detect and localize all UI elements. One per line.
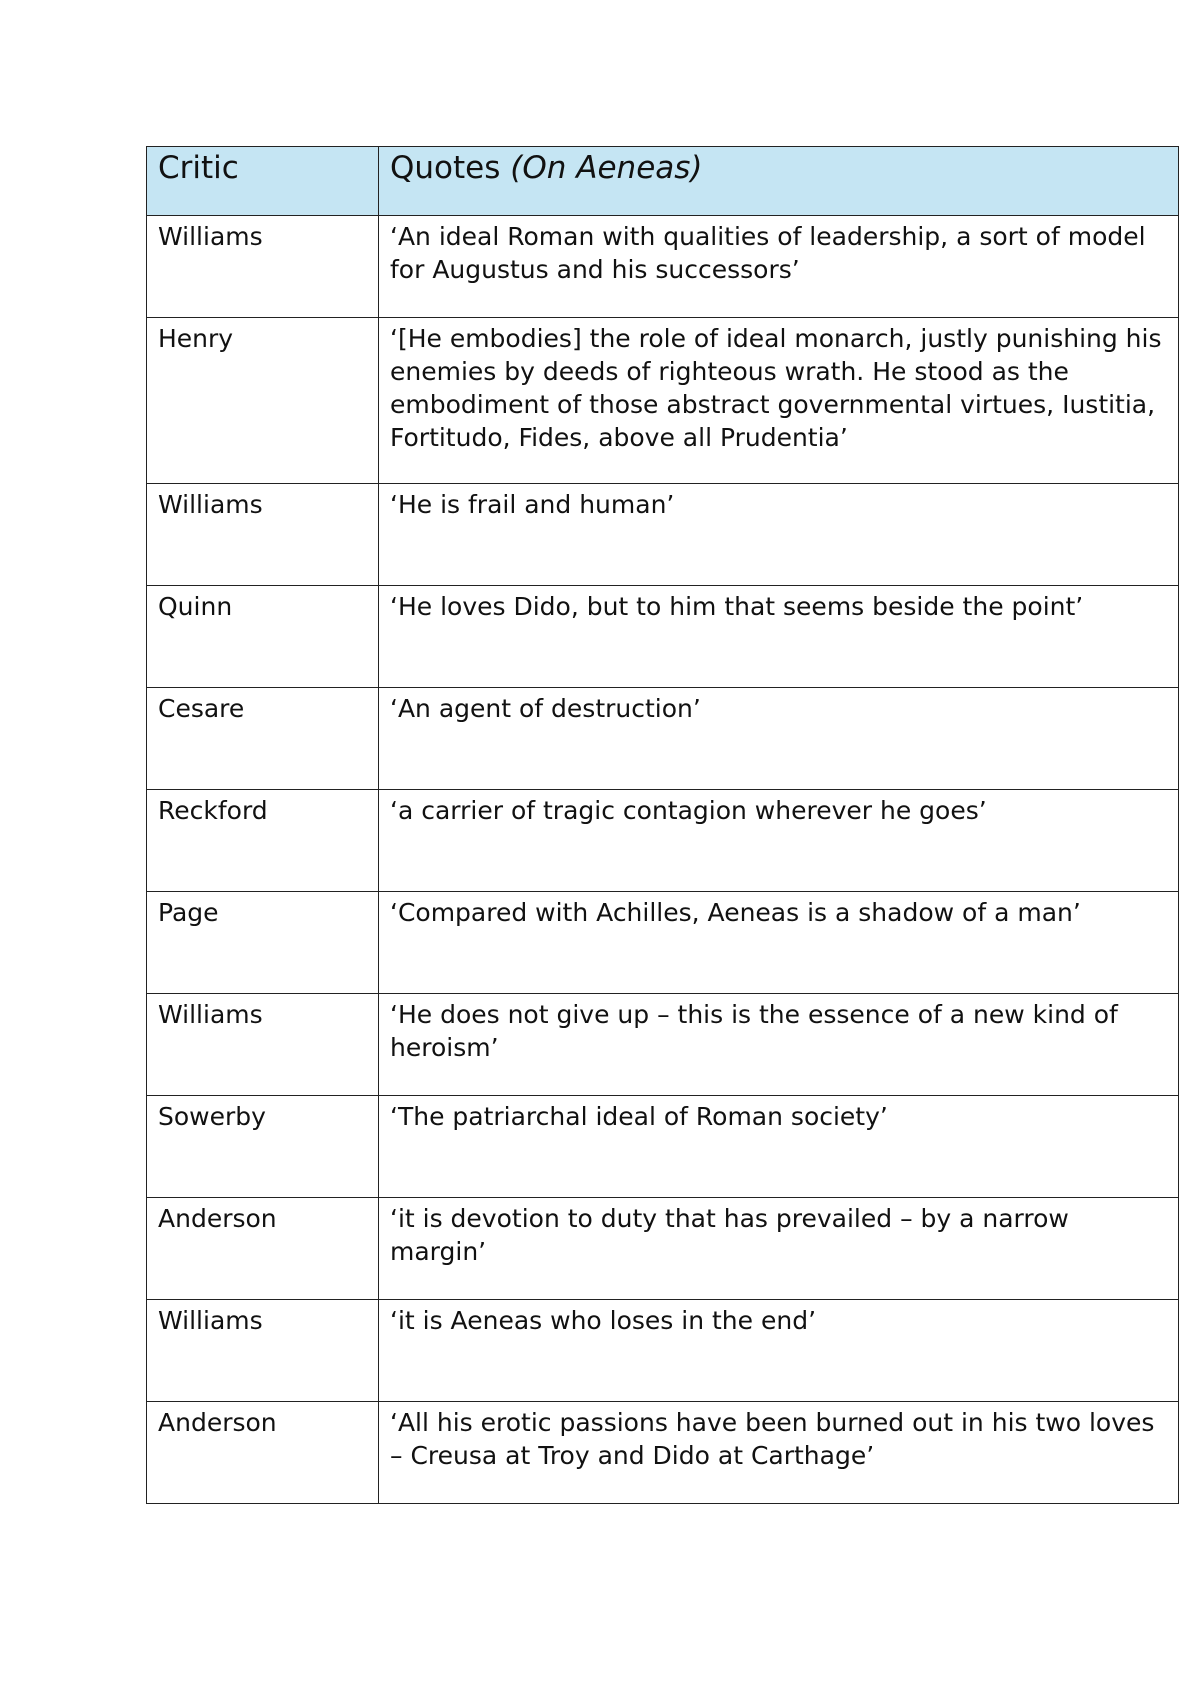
critic-cell: Williams [147,994,379,1096]
table-row [147,994,1179,1096]
table-row [147,1300,1179,1402]
critic-quotes-table [146,146,1179,1504]
quote-cell: ‘All his erotic passions have been burned out in his two loves – Creusa at Troy and Dido at Carthage’ [379,1402,1179,1504]
quote-cell: ‘He is frail and human’ [379,484,1179,586]
quote-cell: ‘He does not give up – this is the essence of a new kind of heroism’ [379,994,1179,1096]
table-header-row [147,147,1179,216]
quote-cell: ‘Compared with Achilles, Aeneas is a shadow of a man’ [379,892,1179,994]
table-row [147,790,1179,892]
critic-cell: Cesare [147,688,379,790]
table-row [147,484,1179,586]
table-row [147,1198,1179,1300]
quote-cell: ‘An agent of destruction’ [379,688,1179,790]
critic-cell: Williams [147,484,379,586]
critic-cell: Page [147,892,379,994]
critic-cell: Sowerby [147,1096,379,1198]
header-critic: Critic [147,147,379,216]
critic-cell: Reckford [147,790,379,892]
table-row [147,892,1179,994]
critic-cell: Williams [147,216,379,318]
header-quotes [379,147,1179,216]
critic-cell: Williams [147,1300,379,1402]
quote-cell: ‘An ideal Roman with qualities of leadership, a sort of model for Augustus and his successors’ [379,216,1179,318]
header-quotes-note: (On Aeneas) [510,150,703,186]
header-quotes-label: Quotes [390,150,501,186]
quote-cell: ‘He loves Dido, but to him that seems beside the point’ [379,586,1179,688]
critic-cell: Anderson [147,1402,379,1504]
quote-cell: ‘it is Aeneas who loses in the end’ [379,1300,1179,1402]
quote-cell: ‘it is devotion to duty that has prevailed – by a narrow margin’ [379,1198,1179,1300]
critic-cell: Henry [147,318,379,484]
table-row [147,1096,1179,1198]
table-row [147,216,1179,318]
critic-cell: Anderson [147,1198,379,1300]
table-row [147,688,1179,790]
critic-cell: Quinn [147,586,379,688]
quote-cell: ‘a carrier of tragic contagion wherever he goes’ [379,790,1179,892]
table-row [147,586,1179,688]
table-row [147,318,1179,484]
quote-cell: ‘The patriarchal ideal of Roman society’ [379,1096,1179,1198]
quote-cell: ‘[He embodies] the role of ideal monarch, justly punishing his enemies by deeds of righteous wrath. He stood as the embodiment of those abstract governmental virtues, Iustitia, Fortitudo, Fides, above all Prudentia’ [379,318,1179,484]
table-row [147,1402,1179,1504]
